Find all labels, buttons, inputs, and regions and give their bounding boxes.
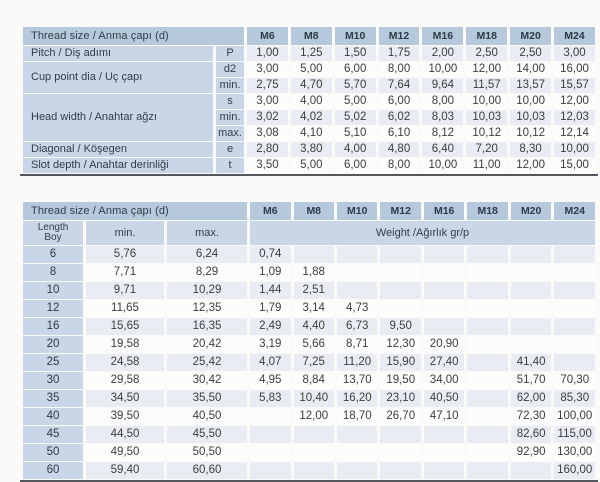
spec-row-label: Head width / Anahtar ağzı xyxy=(23,94,213,141)
spec-value-cell: 8,00 xyxy=(422,94,463,109)
weight-value-cell xyxy=(554,318,595,335)
spec-value-cell: 1,25 xyxy=(291,46,332,61)
min-value-cell: 39,50 xyxy=(86,408,164,425)
length-cell: 6 xyxy=(23,246,83,263)
weight-value-cell: 62,00 xyxy=(511,390,551,407)
weight-value-cell xyxy=(467,336,507,353)
max-header-cell: max. xyxy=(167,221,247,245)
max-value-cell: 8,29 xyxy=(167,264,247,281)
weight-value-cell xyxy=(424,300,464,317)
weight-value-cell xyxy=(337,264,377,281)
min-value-cell: 11,65 xyxy=(86,300,164,317)
weight-header-cell: Weight /Ağırlık gr/p xyxy=(250,221,595,245)
weight-value-cell xyxy=(424,462,464,479)
weight-value-cell xyxy=(467,282,507,299)
spec-value-cell: 2,80 xyxy=(247,142,288,157)
weight-value-cell xyxy=(380,246,420,263)
spec-value-cell: 8,03 xyxy=(422,110,463,125)
length-cell: 35 xyxy=(23,390,83,407)
weight-value-cell: 5,83 xyxy=(250,390,290,407)
min-value-cell: 5,76 xyxy=(86,246,164,263)
thread-col-header-m16: M16 xyxy=(424,202,464,220)
spec-value-cell: 4,80 xyxy=(379,142,420,157)
weight-value-cell: 1,09 xyxy=(250,264,290,281)
spec-value-cell: 5,10 xyxy=(335,126,376,141)
weight-value-cell xyxy=(424,444,464,461)
weight-value-cell xyxy=(294,426,334,443)
max-value-cell: 12,35 xyxy=(167,300,247,317)
weight-value-cell: 4,07 xyxy=(250,354,290,371)
spec-value-cell: 1,00 xyxy=(247,46,288,61)
spec-value-cell: 2,50 xyxy=(510,46,551,61)
weight-value-cell: 2,51 xyxy=(294,282,334,299)
weight-value-cell: 72,30 xyxy=(511,408,551,425)
weight-value-cell xyxy=(511,264,551,281)
weight-value-cell xyxy=(554,336,595,353)
max-value-cell: 40,50 xyxy=(167,408,247,425)
weight-value-cell xyxy=(467,426,507,443)
weight-value-cell: 51,70 xyxy=(511,372,551,389)
weight-value-cell: 13,70 xyxy=(337,372,377,389)
spec-value-cell: 10,00 xyxy=(510,94,551,109)
length-cell: 20 xyxy=(23,336,83,353)
spec-value-cell: 12,14 xyxy=(554,126,595,141)
weight-value-cell: 8,84 xyxy=(294,372,334,389)
max-value-cell: 45,50 xyxy=(167,426,247,443)
weight-value-cell: 1,44 xyxy=(250,282,290,299)
weight-value-cell: 47,10 xyxy=(424,408,464,425)
spec-value-cell: 3,08 xyxy=(247,126,288,141)
weight-value-cell: 27,40 xyxy=(424,354,464,371)
min-value-cell: 49,50 xyxy=(86,444,164,461)
thread-col-header-m6: M6 xyxy=(247,27,288,45)
spec-value-cell: 3,50 xyxy=(247,158,288,173)
weight-value-cell xyxy=(554,300,595,317)
weight-value-cell xyxy=(337,426,377,443)
thread-col-header-m20: M20 xyxy=(510,27,551,45)
weight-value-cell: 82,60 xyxy=(511,426,551,443)
weight-value-cell xyxy=(424,264,464,281)
spec-value-cell: 2,50 xyxy=(466,46,507,61)
weight-value-cell xyxy=(250,462,290,479)
weight-title-cell: Thread size / Anma çapı (d) xyxy=(23,202,247,220)
weight-value-cell: 130,00 xyxy=(554,444,595,461)
spec-value-cell: 8,12 xyxy=(422,126,463,141)
weight-value-cell: 4,95 xyxy=(250,372,290,389)
spec-value-cell: 4,70 xyxy=(291,78,332,93)
spec-value-cell: 11,57 xyxy=(466,78,507,93)
max-value-cell: 20,42 xyxy=(167,336,247,353)
weight-value-cell xyxy=(424,426,464,443)
weight-value-cell xyxy=(294,462,334,479)
weight-value-cell: 20,90 xyxy=(424,336,464,353)
thread-col-header-m18: M18 xyxy=(467,202,507,220)
min-header-cell: min. xyxy=(86,221,164,245)
max-value-cell: 16,35 xyxy=(167,318,247,335)
spec-value-cell: 15,00 xyxy=(554,158,595,173)
weight-value-cell: 3,19 xyxy=(250,336,290,353)
weight-value-cell: 16,20 xyxy=(337,390,377,407)
spec-symbol-cell: min. xyxy=(216,110,244,125)
length-cell: 45 xyxy=(23,426,83,443)
weight-value-cell: 115,00 xyxy=(554,426,595,443)
max-value-cell: 35,50 xyxy=(167,390,247,407)
weight-value-cell xyxy=(250,444,290,461)
spec-value-cell: 8,00 xyxy=(379,158,420,173)
spec-value-cell: 5,00 xyxy=(335,94,376,109)
spec-value-cell: 10,03 xyxy=(466,110,507,125)
spec-value-cell: 15,57 xyxy=(554,78,595,93)
weight-value-cell xyxy=(467,318,507,335)
weight-value-cell: 2,49 xyxy=(250,318,290,335)
length-cell: 25 xyxy=(23,354,83,371)
weight-value-cell xyxy=(511,336,551,353)
weight-value-cell xyxy=(554,354,595,371)
thread-col-header-m8: M8 xyxy=(291,27,332,45)
spec-value-cell: 4,00 xyxy=(291,94,332,109)
spec-row-label: Slot depth / Anahtar derinliği xyxy=(23,158,213,173)
spec-value-cell: 10,12 xyxy=(466,126,507,141)
weight-value-cell xyxy=(380,444,420,461)
weight-value-cell xyxy=(467,408,507,425)
weight-value-cell xyxy=(467,444,507,461)
spec-value-cell: 10,00 xyxy=(422,62,463,77)
weight-value-cell xyxy=(337,282,377,299)
spec-value-cell: 5,70 xyxy=(335,78,376,93)
weight-value-cell: 100,00 xyxy=(554,408,595,425)
spec-value-cell: 4,00 xyxy=(335,142,376,157)
spec-value-cell: 11,00 xyxy=(466,158,507,173)
length-weight-table xyxy=(20,201,598,480)
max-value-cell: 25,42 xyxy=(167,354,247,371)
spec-value-cell: 1,50 xyxy=(335,46,376,61)
weight-value-cell xyxy=(380,462,420,479)
spec-symbol-cell: t xyxy=(216,158,244,173)
spec-value-cell: 7,64 xyxy=(379,78,420,93)
weight-value-cell xyxy=(380,300,420,317)
weight-value-cell: 34,00 xyxy=(424,372,464,389)
spec-value-cell: 5,00 xyxy=(291,62,332,77)
max-value-cell: 6,24 xyxy=(167,246,247,263)
weight-value-cell xyxy=(424,318,464,335)
length-header-tr: Boy xyxy=(44,232,62,243)
thread-col-header-m8: M8 xyxy=(294,202,334,220)
length-cell: 10 xyxy=(23,282,83,299)
weight-value-cell: 19,50 xyxy=(380,372,420,389)
min-value-cell: 7,71 xyxy=(86,264,164,281)
weight-value-cell: 6,73 xyxy=(337,318,377,335)
weight-value-cell xyxy=(424,246,464,263)
spec-value-cell: 3,00 xyxy=(554,46,595,61)
weight-value-cell: 70,30 xyxy=(554,372,595,389)
spec-value-cell: 10,00 xyxy=(422,158,463,173)
weight-value-cell xyxy=(337,444,377,461)
spec-value-cell: 6,40 xyxy=(422,142,463,157)
weight-value-cell xyxy=(380,426,420,443)
weight-value-cell xyxy=(511,246,551,263)
weight-value-cell: 4,40 xyxy=(294,318,334,335)
length-header-cell xyxy=(23,221,83,245)
spec-value-cell: 6,00 xyxy=(335,158,376,173)
length-cell: 12 xyxy=(23,300,83,317)
thread-col-header-m10: M10 xyxy=(335,27,376,45)
weight-value-cell: 26,70 xyxy=(380,408,420,425)
spec-value-cell: 3,80 xyxy=(291,142,332,157)
spec-value-cell: 6,02 xyxy=(379,110,420,125)
spec-symbol-cell: d2 xyxy=(216,62,244,77)
max-value-cell: 30,42 xyxy=(167,372,247,389)
weight-value-cell: 11,20 xyxy=(337,354,377,371)
weight-value-cell xyxy=(554,246,595,263)
length-cell: 60 xyxy=(23,462,83,479)
thread-col-header-m24: M24 xyxy=(554,27,595,45)
spec-value-cell: 1,75 xyxy=(379,46,420,61)
thread-col-header-m16: M16 xyxy=(422,27,463,45)
weight-value-cell: 9,50 xyxy=(380,318,420,335)
weight-value-cell: 92,90 xyxy=(511,444,551,461)
spec-value-cell: 7,20 xyxy=(466,142,507,157)
thread-col-header-m12: M12 xyxy=(380,202,420,220)
weight-value-cell: 10,40 xyxy=(294,390,334,407)
spec-value-cell: 2,00 xyxy=(422,46,463,61)
weight-value-cell: 8,71 xyxy=(337,336,377,353)
weight-value-cell: 40,50 xyxy=(424,390,464,407)
spec-value-cell: 8,30 xyxy=(510,142,551,157)
length-cell: 30 xyxy=(23,372,83,389)
min-value-cell: 44,50 xyxy=(86,426,164,443)
max-value-cell: 50,50 xyxy=(167,444,247,461)
weight-value-cell xyxy=(554,264,595,281)
weight-value-cell: 12,30 xyxy=(380,336,420,353)
spec-value-cell: 8,00 xyxy=(379,62,420,77)
spec-symbol-cell: max. xyxy=(216,126,244,141)
spec-value-cell: 5,02 xyxy=(335,110,376,125)
min-value-cell: 19,58 xyxy=(86,336,164,353)
min-value-cell: 59,40 xyxy=(86,462,164,479)
min-value-cell: 15,65 xyxy=(86,318,164,335)
spec-row-label: Pitch / Diş adımı xyxy=(23,46,213,61)
weight-value-cell xyxy=(511,282,551,299)
min-value-cell: 34,50 xyxy=(86,390,164,407)
spec-value-cell: 6,00 xyxy=(335,62,376,77)
weight-value-cell: 85,30 xyxy=(554,390,595,407)
spec-symbol-cell: P xyxy=(216,46,244,61)
weight-value-cell xyxy=(511,300,551,317)
weight-value-cell: 1,88 xyxy=(294,264,334,281)
thread-col-header-m24: M24 xyxy=(554,202,595,220)
weight-value-cell xyxy=(250,408,290,425)
weight-value-cell: 15,90 xyxy=(380,354,420,371)
weight-value-cell: 12,00 xyxy=(294,408,334,425)
spec-value-cell: 12,00 xyxy=(554,94,595,109)
thread-col-header-m18: M18 xyxy=(466,27,507,45)
spec-value-cell: 10,00 xyxy=(466,94,507,109)
thread-col-header-m10: M10 xyxy=(337,202,377,220)
min-value-cell: 9,71 xyxy=(86,282,164,299)
weight-value-cell xyxy=(467,462,507,479)
weight-value-cell xyxy=(250,426,290,443)
weight-value-cell xyxy=(294,444,334,461)
spec-title-cell: Thread size / Anma çapı (d) xyxy=(23,27,244,45)
spec-row-label: Diagonal / Köşegen xyxy=(23,142,213,157)
spec-value-cell: 5,00 xyxy=(291,158,332,173)
min-value-cell: 24,58 xyxy=(86,354,164,371)
spec-symbol-cell: e xyxy=(216,142,244,157)
spec-value-cell: 6,10 xyxy=(379,126,420,141)
weight-value-cell xyxy=(337,246,377,263)
max-value-cell: 60,60 xyxy=(167,462,247,479)
weight-value-cell: 1,79 xyxy=(250,300,290,317)
weight-value-cell: 23,10 xyxy=(380,390,420,407)
length-cell: 50 xyxy=(23,444,83,461)
weight-value-cell: 7,25 xyxy=(294,354,334,371)
thread-col-header-m12: M12 xyxy=(379,27,420,45)
weight-value-cell xyxy=(467,300,507,317)
weight-value-cell: 160,00 xyxy=(554,462,595,479)
spec-value-cell: 16,00 xyxy=(554,62,595,77)
spec-value-cell: 13,57 xyxy=(510,78,551,93)
spec-value-cell: 4,02 xyxy=(291,110,332,125)
spec-value-cell: 10,00 xyxy=(554,142,595,157)
length-header-en: Length xyxy=(37,221,69,233)
weight-value-cell xyxy=(467,246,507,263)
length-cell: 16 xyxy=(23,318,83,335)
spec-value-cell: 3,00 xyxy=(247,62,288,77)
weight-value-cell: 5,66 xyxy=(294,336,334,353)
weight-value-cell: 3,14 xyxy=(294,300,334,317)
spec-value-cell: 14,00 xyxy=(510,62,551,77)
thread-col-header-m20: M20 xyxy=(511,202,551,220)
weight-value-cell xyxy=(467,354,507,371)
min-value-cell: 29,58 xyxy=(86,372,164,389)
weight-value-cell xyxy=(511,318,551,335)
weight-value-cell: 41,40 xyxy=(511,354,551,371)
spec-value-cell: 3,00 xyxy=(247,94,288,109)
weight-value-cell: 18,70 xyxy=(337,408,377,425)
spec-value-cell: 6,00 xyxy=(379,94,420,109)
weight-value-cell xyxy=(380,264,420,281)
weight-value-cell xyxy=(337,462,377,479)
spec-value-cell: 12,00 xyxy=(466,62,507,77)
weight-value-cell xyxy=(380,282,420,299)
spec-value-cell: 9,64 xyxy=(422,78,463,93)
dimension-spec-table-section xyxy=(20,26,598,176)
weight-value-cell xyxy=(467,264,507,281)
weight-value-cell xyxy=(424,282,464,299)
spec-value-cell: 10,03 xyxy=(510,110,551,125)
spec-value-cell: 4,10 xyxy=(291,126,332,141)
spec-row-label: Cup point dia / Uç çapı xyxy=(23,62,213,93)
spec-symbol-cell: min. xyxy=(216,78,244,93)
length-cell: 40 xyxy=(23,408,83,425)
weight-value-cell: 0,74 xyxy=(250,246,290,263)
weight-value-cell xyxy=(294,246,334,263)
spec-symbol-cell: s xyxy=(216,94,244,109)
spec-value-cell: 12,03 xyxy=(554,110,595,125)
spec-value-cell: 10,12 xyxy=(510,126,551,141)
weight-value-cell xyxy=(467,372,507,389)
spec-value-cell: 12,00 xyxy=(510,158,551,173)
weight-value-cell xyxy=(467,390,507,407)
length-cell: 8 xyxy=(23,264,83,281)
thread-col-header-m6: M6 xyxy=(250,202,290,220)
spec-value-cell: 3,02 xyxy=(247,110,288,125)
dimension-spec-table xyxy=(20,26,598,174)
weight-value-cell xyxy=(511,462,551,479)
length-weight-table-section xyxy=(20,201,598,482)
weight-value-cell xyxy=(554,282,595,299)
max-value-cell: 10,29 xyxy=(167,282,247,299)
weight-value-cell: 4,73 xyxy=(337,300,377,317)
spec-value-cell: 2,75 xyxy=(247,78,288,93)
